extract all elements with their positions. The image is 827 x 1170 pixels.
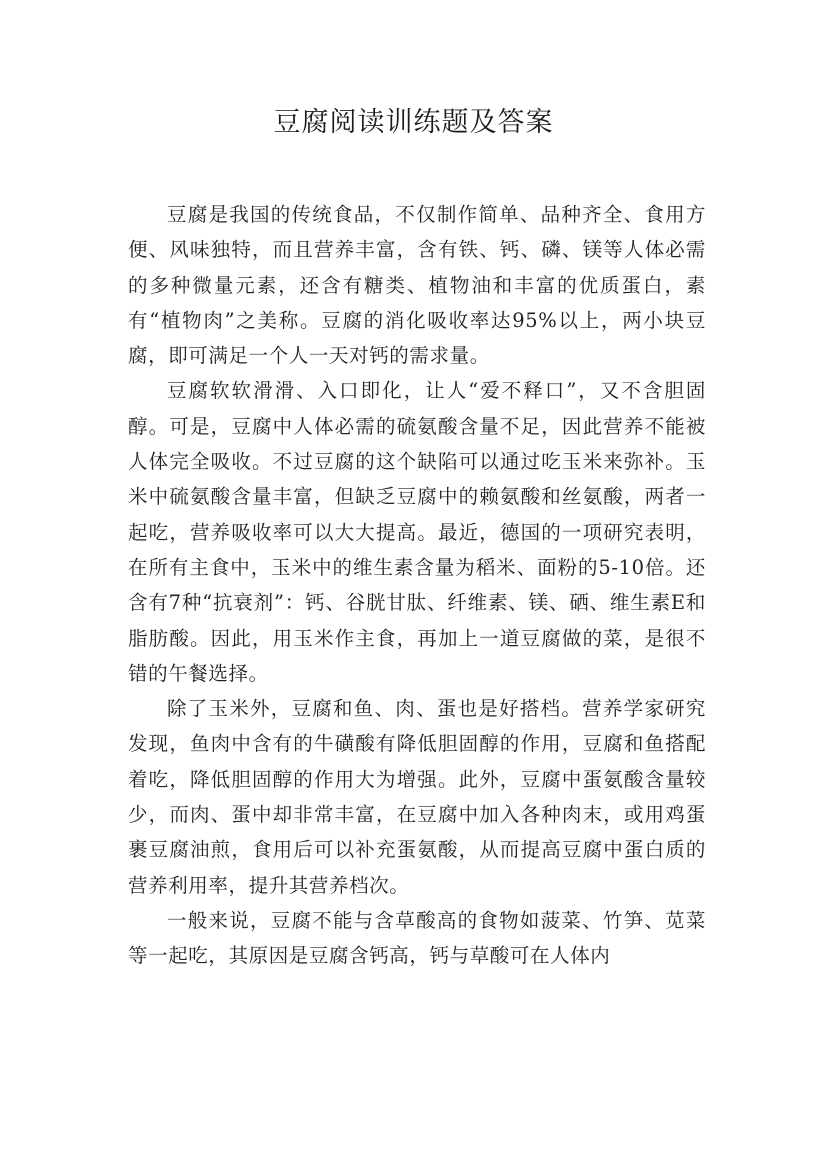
paragraph-1: 豆腐是我国的传统食品，不仅制作简单、品种齐全、食用方便、风味独特，而且营养丰富，含有铁、钙、磷、镁等人体必需的多种微量元素，还含有糖类、植物油和丰富的优质蛋白，素有“植物肉”之美称。豆腐的消化吸收率达95%以上，两小块豆腐，即可满足一个人一天对钙的需求量。: [128, 203, 706, 368]
document-body: [128, 197, 706, 974]
paragraph-3: 除了玉米外，豆腐和鱼、肉、蛋也是好搭档。营养学家研究发现，鱼肉中含有的牛磺酸有降低胆固醇的作用，豆腐和鱼搭配着吃，降低胆固醇的作用大为增强。此外，豆腐中蛋氨酸含量较少，而肉、蛋中却非常丰富，在豆腐中加入各种肉末，或用鸡蛋裹豆腐油煎，食用后可以补充蛋氨酸，从而提高豆腐中蛋白质的营养利用率，提升其营养档次。: [128, 697, 706, 897]
paragraph-2: 豆腐软软滑滑、入口即化，让人“爱不释口”，又不含胆固醇。可是，豆腐中人体必需的硫氨酸含量不足，因此营养不能被人体完全吸收。不过豆腐的这个缺陷可以通过吃玉米来弥补。玉米中硫氨酸含量丰富，但缺乏豆腐中的赖氨酸和丝氨酸，两者一起吃，营养吸收率可以大大提高。最近，德国的一项研究表明，在所有主食中，玉米中的维生素含量为稻米、面粉的5-10倍。还含有7种“抗衰剂”：钙、谷胱甘肽、纤维素、镁、硒、维生素E和脂肪酸。因此，用玉米作主食，再加上一道豆腐做的菜，是很不错的午餐选择。: [128, 379, 706, 685]
document-title: 豆腐阅读训练题及答案: [273, 107, 554, 138]
paragraph-4: 一般来说，豆腐不能与含草酸高的食物如菠菜、竹笋、苋菜等一起吃，其原因是豆腐含钙高，钙与草酸可在人体内: [128, 908, 706, 968]
